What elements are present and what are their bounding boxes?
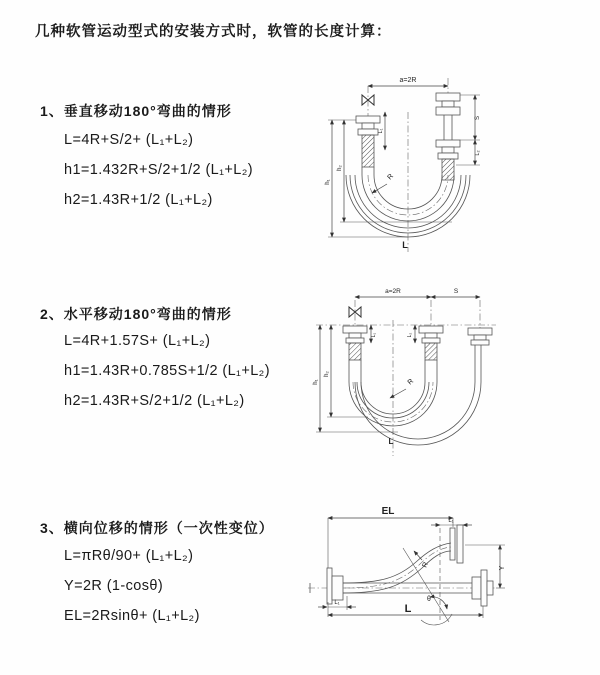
dim-label-l2: L₂ <box>475 150 481 156</box>
braided-hose-section <box>362 135 374 167</box>
right-flange <box>472 570 493 606</box>
section-1-formula-l: L=4R+S/2+ (L₁+L₂) <box>64 132 194 148</box>
right-pipe-fitting <box>436 93 460 180</box>
dim-label-l-left: L₁ <box>334 600 340 606</box>
left-pipe-fitting <box>343 326 367 382</box>
dim-label-r: R <box>386 172 395 182</box>
dim-label-l1: L₁ <box>378 128 384 134</box>
dim-label-a2r: a=2R <box>385 288 401 295</box>
middle-pipe-fitting <box>419 326 443 382</box>
dim-label-s: S <box>453 288 459 295</box>
dim-label-h2: h₂ <box>324 371 330 377</box>
left-pipe-fitting <box>356 116 380 167</box>
section-2-formula-h2: h2=1.43R+S/2+1/2 (L₁+L₂) <box>64 393 245 409</box>
r-leader-arrow <box>390 389 406 398</box>
dim-label-el: EL <box>381 506 395 517</box>
braided-hose-section <box>425 343 437 360</box>
moved-pipe-fitting <box>468 328 492 382</box>
diagram-horizontal-180-bend <box>308 282 593 472</box>
section-3-formula-l: L=πRθ/90+ (L₁+L₂) <box>64 548 194 564</box>
dim-label-h1: h₁ <box>325 179 331 185</box>
diagram-lateral-displacement <box>300 498 600 653</box>
dim-label-l2: L₂ <box>407 332 413 338</box>
dim-label-h1: h₁ <box>313 379 319 385</box>
section-3-heading: 3、横向位移的情形（一次性变位） <box>40 520 274 536</box>
dim-label-y: Y <box>499 565 506 571</box>
dim-label-l-total: L <box>402 240 408 250</box>
dim-label-r: R <box>406 377 416 387</box>
dim-label-r: R <box>421 561 430 569</box>
section-1-formula-h2: h2=1.43R+1/2 (L₁+L₂) <box>64 192 213 208</box>
s-curve-hose <box>343 543 451 593</box>
page-title: 几种软管运动型式的安装方式时，软管的长度计算： <box>35 24 392 40</box>
r-leader-arrow <box>372 184 387 193</box>
dim-label-l-total: L <box>404 603 412 615</box>
dim-label-l1: L₁ <box>371 332 377 338</box>
section-2-formula-l: L=4R+1.57S+ (L₁+L₂) <box>64 333 211 349</box>
dim-label-s: S <box>475 115 481 121</box>
section-1-formula-h1: h1=1.432R+S/2+1/2 (L₁+L₂) <box>64 162 254 178</box>
upper-flange <box>450 525 463 563</box>
dim-label-a2r: a=2R <box>399 77 417 84</box>
u-hose-moved-position <box>355 382 481 445</box>
r-leader-arrow <box>414 551 422 560</box>
dim-label-l-total: L <box>388 437 394 446</box>
braided-hose-section <box>349 343 361 360</box>
section-3-formula-el: EL=2Rsinθ+ (L₁+L₂) <box>64 608 200 624</box>
left-flange <box>327 568 343 604</box>
section-1-heading: 1、垂直移动180°弯曲的情形 <box>40 103 232 119</box>
angle-arc <box>430 597 447 609</box>
dim-label-l-top: L₁ <box>448 518 454 524</box>
dim-label-h2: h₂ <box>337 165 343 171</box>
diagram-vertical-180-bend <box>312 70 592 260</box>
section-3-formula-y: Y=2R (1-cosθ) <box>64 578 164 594</box>
dim-label-theta: θ <box>427 596 431 603</box>
section-2-heading: 2、水平移动180°弯曲的情形 <box>40 306 232 322</box>
section-2-formula-h1: h1=1.43R+0.785S+1/2 (L₁+L₂) <box>64 363 270 379</box>
